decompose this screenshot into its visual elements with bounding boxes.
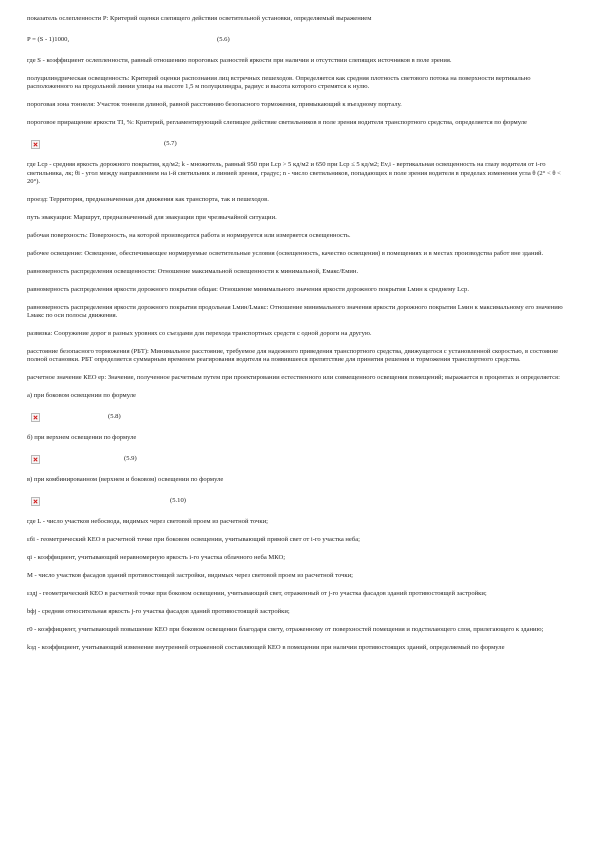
broken-image-icon — [31, 140, 40, 149]
paragraph: рабочее освещение: Освещение, обеспечивающее нормируемые осветительные условия (освещенность, качество освещения) в помещениях и в местах производства работ вне зданий. — [27, 249, 544, 257]
paragraph: расчетное значение КЕО eр: Значение, полученное расчетным путем при проектировании естественного или совмещенного освещения помещений; выражается в процентах и определяется: — [27, 374, 560, 382]
paragraph: kзд - коэффициент, учитывающий изменение внутренней отраженной составляющей КЕО в помещении при наличии противостоящих зданий, определяемый по формуле — [27, 644, 505, 652]
formula-number-5-9: (5.9) — [124, 455, 137, 463]
paragraph: M - число участков фасадов зданий противостоящей застройки, видимых через световой проем из расчетной точки; — [27, 572, 353, 580]
formula-5-10-row — [27, 494, 565, 508]
paragraph: путь эвакуации: Маршрут, предназначенный для эвакуации при чрезвычайной ситуации. — [27, 213, 277, 221]
paragraph: qi - коэффициент, учитывающий неравномерную яркость i-го участка облачного неба МКО; — [27, 554, 286, 562]
paragraph: где L - число участков небосвода, видимых через световой проем из расчетной точки; — [27, 518, 268, 526]
broken-image-icon — [31, 455, 40, 464]
paragraph: показатель ослепленности P: Критерий оценки слепящего действия осветительной установки, определяемый выражением — [27, 15, 372, 22]
broken-image-icon — [31, 497, 40, 506]
broken-image-icon — [31, 413, 40, 422]
paragraph: равномерность распределения яркости дорожного покрытия общая: Отношение минимального значения яркости дорожного покрытия Lмин к среднему Lср. — [27, 285, 469, 293]
paragraph: проезд: Территория, предназначенная для движения как транспорта, так и пешеходов. — [27, 195, 269, 203]
formula-number-5-8: (5.8) — [108, 413, 121, 421]
paragraph: расстояние безопасного торможения (РБТ): Минимальное расстояние, требуемое для надежного приведения транспортного средства, движущегося с установленной скоростью, в состояние полной остановки. РБТ определяется суммарным временем реагирования водителя на появившееся препятствие для принятия решения и торможения транспортного средства. — [27, 347, 559, 364]
paragraph: пороговое приращение яркости TI, %: Критерий, регламентирующий слепящее действие светильников в поле зрения водителя транспортного средства, определяется по формуле — [27, 119, 527, 127]
paragraph: bфj - средняя относительная яркость j-го участка фасадов зданий противостоящей застройки; — [27, 608, 290, 616]
formula-number-5-10: (5.10) — [170, 497, 186, 505]
formula-5-6: P = (S - 1)1000, — [27, 35, 70, 43]
formula-5-6-row — [27, 33, 565, 47]
formula-number-5-6: (5.6) — [217, 35, 230, 43]
formula-5-9-row — [27, 452, 565, 466]
paragraph: r0 - коэффициент, учитывающий повышение КЕО при боковом освещении благодаря свету, отраженному от поверхностей помещения и подстилающего слоя, прилегающего к зданию; — [27, 626, 544, 634]
paragraph: равномерность распределения освещенности: Отношение максимальной освещенности к минимальной, Eмакс/Eмин. — [27, 267, 359, 275]
paragraph: развязка: Сооружение дорог в разных уровнях со съездами для перехода транспортных средств с одной дороги на другую. — [27, 329, 372, 337]
paragraph: рабочая поверхность: Поверхность, на которой производится работа и нормируется или измеряется освещенность. — [27, 231, 351, 239]
formula-5-8-row — [27, 410, 565, 424]
paragraph: полуцилиндрическая освещенность: Критерий оценки распознания лиц встречных пешеходов. Определяется как средняя плотность светового потока на поверхности вертикально расположенного на продольной линии улицы на высоте 1,5 м полуцилиндра, радиус и высота которого стремятся к нулю. — [27, 74, 531, 91]
paragraph: где Lср - средняя яркость дорожного покрытия, кд/м2; k - множитель, равный 950 при Lср > 5 кд/м2 и 650 при Lср ≤ 5 кд/м2; Ev,i - вертикальная освещенность на глазу водителя от i-го светильника, лк; θi - угол между направлением на i-й светильник и линией зрения, градус; n - число светильников, попадающих в поле зрения водителя в пределах изменения угла θ (2° < θ < 20°). — [27, 161, 561, 185]
formula-number-5-7: (5.7) — [164, 140, 177, 148]
paragraph: а) при боковом освещении по формуле — [27, 392, 136, 400]
paragraph: εбi - геометрический КЕО в расчетной точке при боковом освещении, учитывающий прямой свет от i-го участка неба; — [27, 536, 360, 544]
formula-5-7-row — [27, 137, 565, 151]
paragraph: в) при комбинированном (верхнем и боковом) освещении по формуле — [27, 476, 224, 484]
paragraph: равномерность распределения яркости дорожного покрытия продольная Lмин/Lмакс: Отношение минимального значения яркости дорожного покрытия Lмин к максимальному его значению Lмакс по оси полосы движения. — [27, 303, 563, 319]
paragraph: б) при верхнем освещении по формуле — [27, 434, 137, 442]
paragraph: εздj - геометрический КЕО в расчетной точке при боковом освещении, учитывающий свет, отраженный от j-го участка фасадов зданий противостоящей застройки; — [27, 590, 487, 598]
paragraph: где S - коэффициент ослепленности, равный отношению пороговых разностей яркости при наличии и отсутствии слепящих источников в поле зрения. — [27, 56, 452, 64]
paragraph: пороговая зона тоннеля: Участок тоннеля длиной, равной расстоянию безопасного торможения, примыкающий к въездному порталу. — [27, 101, 402, 109]
